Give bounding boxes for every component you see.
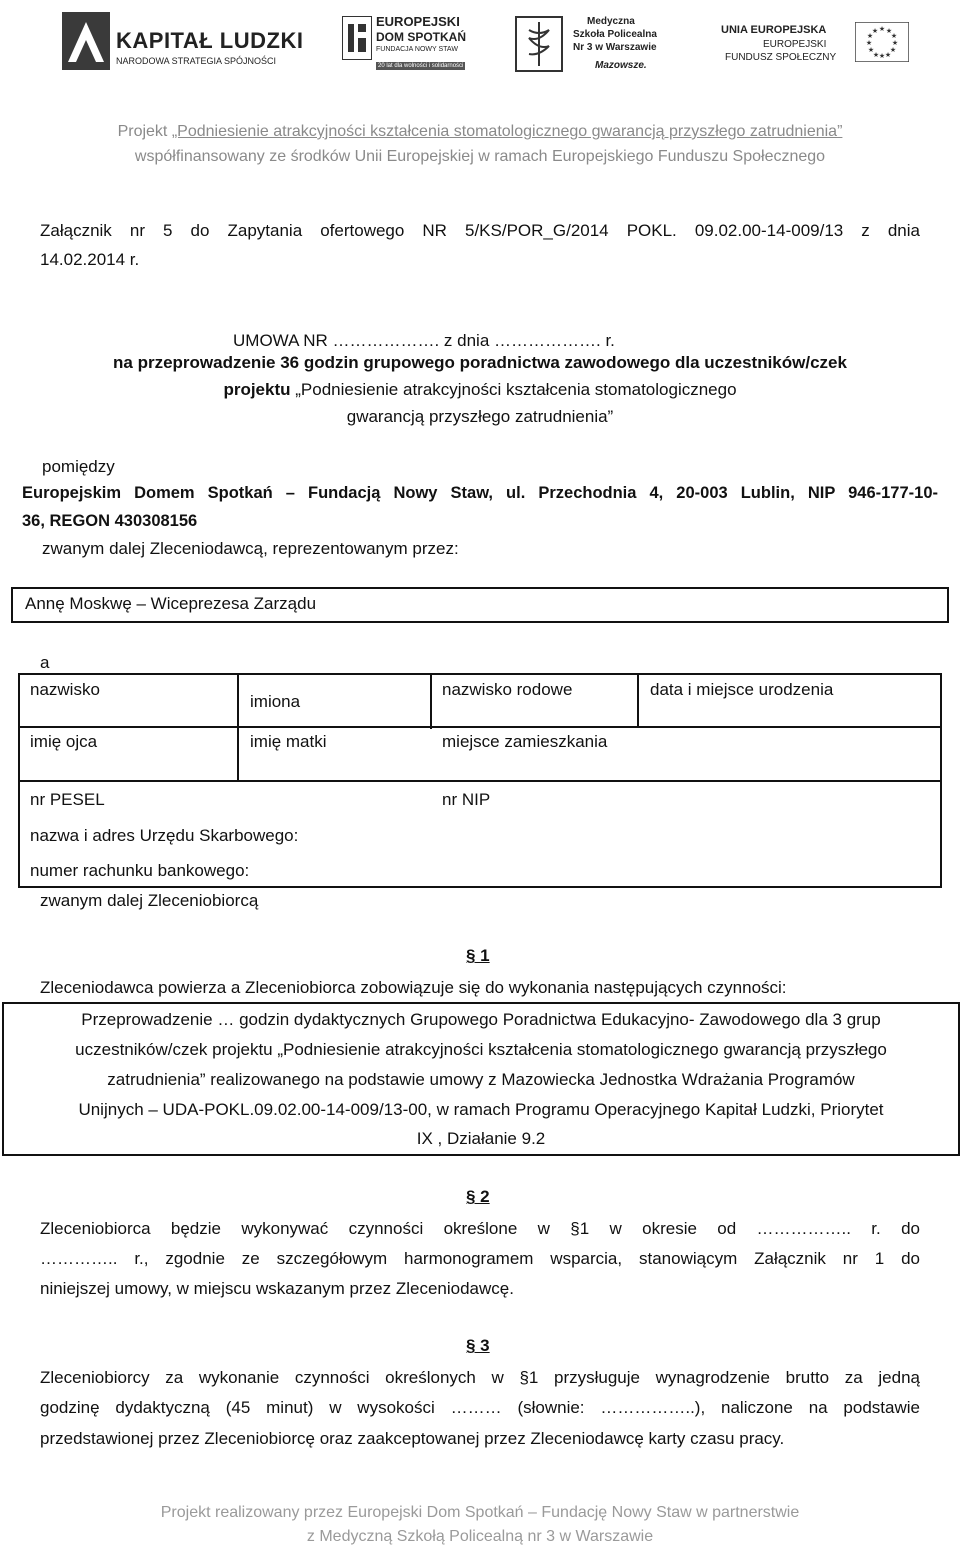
section-1-line-5: IX , Działanie 9.2 [416, 1129, 546, 1148]
project-header [0, 123, 960, 141]
eds-emblem-icon [342, 16, 372, 60]
svg-text:★: ★ [890, 32, 898, 40]
eds-line1: EUROPEJSKI [376, 14, 460, 29]
section-1-box [2, 1002, 960, 1156]
svg-text:★: ★ [878, 25, 886, 33]
party-named: zwanym dalej Zleceniodawcą, reprezentowanym przez: [42, 539, 459, 558]
eds-line2: DOM SPOTKAŃ [376, 30, 466, 44]
ms-line1: Medyczna [587, 16, 635, 27]
svg-text:★: ★ [872, 51, 880, 59]
field-mother: imię matki [250, 732, 327, 751]
attachment-line-2: 14.02.2014 r. [40, 250, 140, 269]
subject-line-1: na przeprowadzenie 36 godzin grupowego poradnictwa zawodowego dla uczestników/czek [113, 353, 847, 372]
logo-medyczna-szkola [515, 14, 675, 80]
svg-text:★: ★ [871, 27, 879, 35]
svg-text:★: ★ [889, 46, 897, 54]
subject-line-2 [0, 375, 960, 405]
svg-text:★: ★ [878, 52, 886, 60]
party-line-1: Europejskim Domem Spotkań – Fundacją Nowy Staw, ul. Przechodnia 4, 20-003 Lublin, NIP 946-177-10- [22, 484, 938, 502]
field-nip: nr NIP [442, 790, 491, 809]
section-1-intro: Zleceniodawca powierza a Zleceniobiorca zobowiązuje się do wykonania następujących czynności: [40, 978, 787, 997]
section-1-line-2: uczestników/czek projektu „Podniesienie atrakcyjności kształcenia stomatologicznego gwarancją przyszłego [75, 1040, 887, 1059]
section-3-line-2: godzinę dydaktyczną (45 minut) w wysokości ……… (słownie: ……………..), naliczone na podstawie [40, 1398, 920, 1417]
section-1-line-3: zatrudnienia” realizowanego na podstawie umowy z Mazowiecka Jednostka Wdrażania Programów [107, 1070, 855, 1089]
col-divider-3 [637, 673, 639, 727]
col-divider-2 [430, 673, 432, 729]
kl-title: KAPITAŁ LUDZKI [116, 28, 304, 53]
section-1-line-1: Przeprowadzenie … godzin dydaktycznych Grupowego Poradnictwa Edukacyjno- Zawodowego dla 3 grup [81, 1010, 881, 1029]
field-tax-office: nazwa i adres Urzędu Skarbowego: [30, 826, 299, 845]
field-residence: miejsce zamieszkania [442, 732, 608, 751]
field-birth: data i miejsce urodzenia [650, 680, 834, 699]
col-divider-1 [237, 673, 239, 782]
section-2-line-3: niniejszej umowy, w miejscu wskazanym przez Zleceniodawcę. [40, 1279, 514, 1298]
ms-brand: Mazowsze. [595, 60, 647, 71]
logo-unia-europejska [715, 18, 905, 78]
cofinanced-line: współfinansowany ze środków Unii Europejskiej w ramach Europejskiego Funduszu Społecznego [134, 148, 826, 165]
footer-line-1: Projekt realizowany przez Europejski Dom Spotkań – Fundację Nowy Staw w partnerstwie [160, 1504, 800, 1521]
kl-subtitle: NARODOWA STRATEGIA SPÓJNOŚCI [116, 56, 277, 66]
logo-europejski-dom-spotkan [340, 12, 480, 82]
eds-line3: FUNDACJA NOWY STAW [376, 46, 458, 53]
footer-line-2: z Medyczną Szkołą Policealną nr 3 w Warszawie [306, 1528, 654, 1545]
and-label: a [40, 653, 50, 672]
agreement-title: UMOWA NR ………………. z dnia ………………. r. [233, 331, 615, 350]
eu-flag-icon [855, 22, 909, 62]
field-father: imię ojca [30, 732, 98, 751]
row-divider-2 [18, 780, 940, 782]
section-2-line-2: ………….. r., zgodnie ze szczegółowym harmonogramem wsparcia, stanowiącym Załącznik nr 1 do [40, 1249, 920, 1268]
svg-text:★: ★ [867, 46, 875, 54]
between-label: pomiędzy [42, 457, 115, 476]
svg-text:★: ★ [865, 39, 873, 47]
kapital-ludzki-emblem-icon [62, 12, 110, 70]
contractor-form [18, 673, 942, 888]
eds-tagline: 20 lat dla wolności i solidarności [378, 63, 464, 69]
subject-projektu: projektu [223, 380, 296, 399]
section-3-line-1: Zleceniobiorcy za wykonanie czynności określonych w §1 przysługuje wynagrodzenie brutto za jedną [40, 1368, 920, 1387]
attachment-line-1: Załącznik nr 5 do Zapytania ofertowego NR 5/KS/POR_G/2014 POKL. 09.02.00-14-009/13 z dnia [40, 221, 920, 240]
ms-line2: Szkoła Policealna [573, 29, 657, 40]
svg-text:★: ★ [891, 39, 899, 47]
field-bank-account: numer rachunku bankowego: [30, 861, 250, 880]
field-surname: nazwisko [30, 680, 100, 699]
section-2-heading: § 2 [466, 1187, 490, 1206]
field-names: imiona [250, 692, 301, 711]
section-3-heading: § 3 [466, 1336, 490, 1355]
ue-line1: UNIA EUROPEJSKA [721, 24, 827, 36]
project-prefix: Projekt [117, 123, 172, 140]
field-pesel: nr PESEL [30, 790, 105, 809]
subject-project-name: „Podniesienie atrakcyjności kształcenia stomatologicznego [295, 380, 737, 399]
section-1-line-4: Unijnych – UDA-POKL.09.02.00-14-009/13-00, w ramach Programu Operacyjnego Kapitał Ludzki, Priorytet [78, 1100, 884, 1119]
svg-text:★: ★ [866, 32, 874, 40]
contractor-named: zwanym dalej Zleceniobiorcą [40, 891, 259, 910]
party-line-2: 36, REGON 430308156 [22, 512, 198, 530]
logo-kapital-ludzki [62, 8, 302, 78]
section-3-line-3: przedstawionej przez Zleceniobiorcę oraz zaakceptowanej przez Zleceniodawcę karty czasu pracy. [40, 1429, 785, 1448]
project-title: „Podniesienie atrakcyjności kształcenia stomatologicznego gwarancją przyszłego zatrudnienia” [171, 123, 843, 140]
ms-line3: Nr 3 w Warszawie [573, 42, 657, 53]
ue-line3: FUNDUSZ SPOŁECZNY [725, 52, 837, 63]
section-1-heading: § 1 [466, 946, 490, 965]
caduceus-icon [515, 16, 563, 72]
representative-box [11, 587, 949, 623]
ue-line2: EUROPEJSKI [763, 39, 827, 50]
subject-line-3: gwarancją przyszłego zatrudnienia” [346, 407, 614, 426]
svg-text:★: ★ [885, 27, 893, 35]
field-family-name: nazwisko rodowe [442, 680, 573, 699]
section-2-line-1: Zleceniobiorca będzie wykonywać czynności określone w §1 w okresie od …………….. r. do [40, 1219, 920, 1238]
svg-text:★: ★ [884, 51, 892, 59]
representative: Annę Moskwę – Wiceprezesa Zarządu [25, 594, 317, 613]
